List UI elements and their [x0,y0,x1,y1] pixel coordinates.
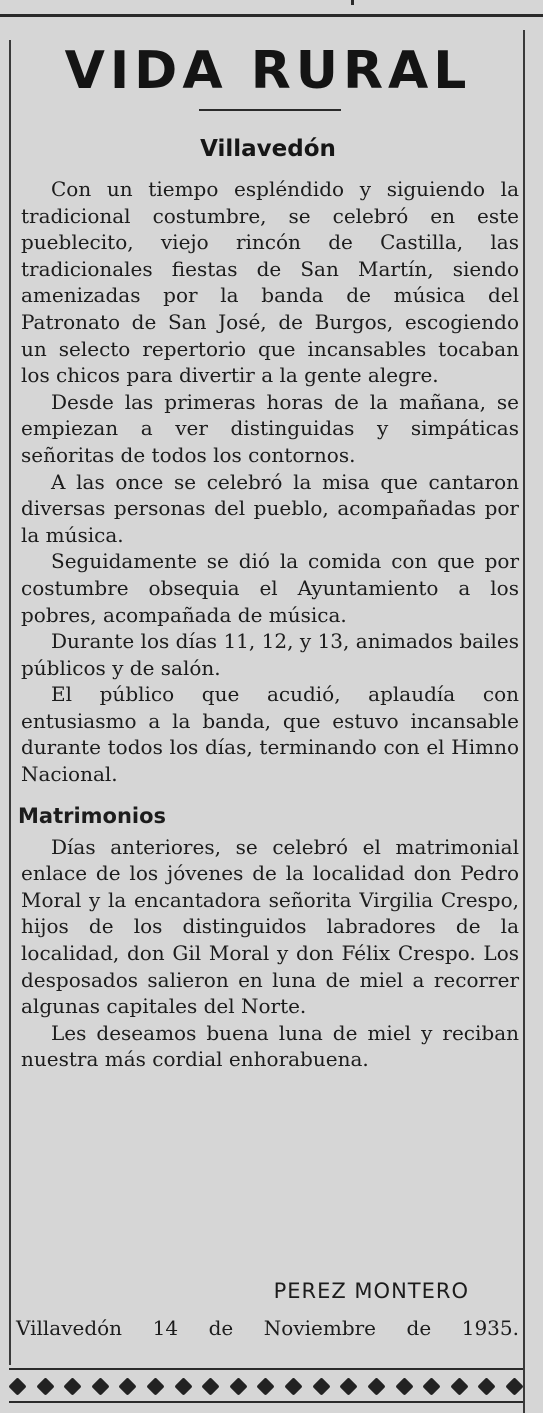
diamond-icon [367,1377,385,1395]
column-rule-right [523,30,525,1413]
section-title: VIDA RURAL [64,41,472,101]
diamond-icon [478,1377,496,1395]
bottom-rule-lower [9,1401,523,1403]
diamond-ornament-border [11,1373,521,1399]
diamond-icon [395,1377,413,1395]
paragraph: El público que acudió, aplaudía con entusiasmo a la banda, que estuvo incansable durante todos los días, terminando con el Himno Nacional. [21,682,519,787]
paragraph: Seguidamente se dió la comida con que por costumbre obsequia el Ayuntamiento a los pobres, acompañada de música. [21,549,519,627]
title-underline [199,109,341,111]
paragraph: Les deseamos buena luna de miel y reciban nuestra más cordial enhorabuena. [21,1020,519,1072]
diamond-icon [119,1377,137,1395]
article-dateline-heading: Villavedón [200,136,336,162]
diamond-icon [422,1377,440,1395]
diamond-icon [202,1377,220,1395]
diamond-icon [312,1377,330,1395]
diamond-icon [450,1377,468,1395]
dateline: Villavedón 14 de Noviembre de 1935. [16,1316,519,1340]
paragraph: Durante los días 11, 12, y 13, animados bailes públicos y de salón. [21,629,519,680]
diamond-icon [64,1377,82,1395]
diamond-icon [229,1377,247,1395]
paragraph: Días anteriores, se celebró el matrimonial enlace de los jóvenes de la localidad don Pedro Moral y la encantadora señorita Virgilia Crespo, hijos de los distinguidos labradores de la localidad, don Gil Moral y don Félix Crespo. Los desposados salieron en luna de miel a recorrer algunas capitales del Norte. [21,834,519,1019]
paragraph: Con un tiempo espléndido y siguiendo la tradicional costumbre, se celebró en este pueblecito, viejo rincón de Castilla, las tradicionales fiestas de San Martín, siendo amenizadas por la banda de música del Patronato de San José, de Burgos, escogiendo un selecto repertorio que incansables tocaban los chicos para divertir a la gente alegre. [21,177,519,388]
paragraph: Desde las primeras horas de la mañana, se empiezan a ver distinguidas y simpáticas señoritas de todos los contornos. [21,389,519,467]
column-rule-left [9,40,11,1365]
diamond-icon [257,1377,275,1395]
bottom-rule [9,1368,523,1370]
diamond-icon [284,1377,302,1395]
article-body [18,176,519,1073]
diamond-icon [505,1377,523,1395]
subsection-heading: Matrimonios [18,803,167,828]
diamond-icon [340,1377,358,1395]
diamond-icon [91,1377,109,1395]
paragraph: A las once se celebró la misa que cantaron diversas personas del pueblo, acompañadas por la música. [21,469,519,547]
top-mark [351,0,354,5]
author-signature: PEREZ MONTERO [273,1279,469,1303]
diamond-icon [8,1377,26,1395]
top-rule [0,14,543,17]
diamond-icon [36,1377,54,1395]
diamond-icon [146,1377,164,1395]
diamond-icon [174,1377,192,1395]
